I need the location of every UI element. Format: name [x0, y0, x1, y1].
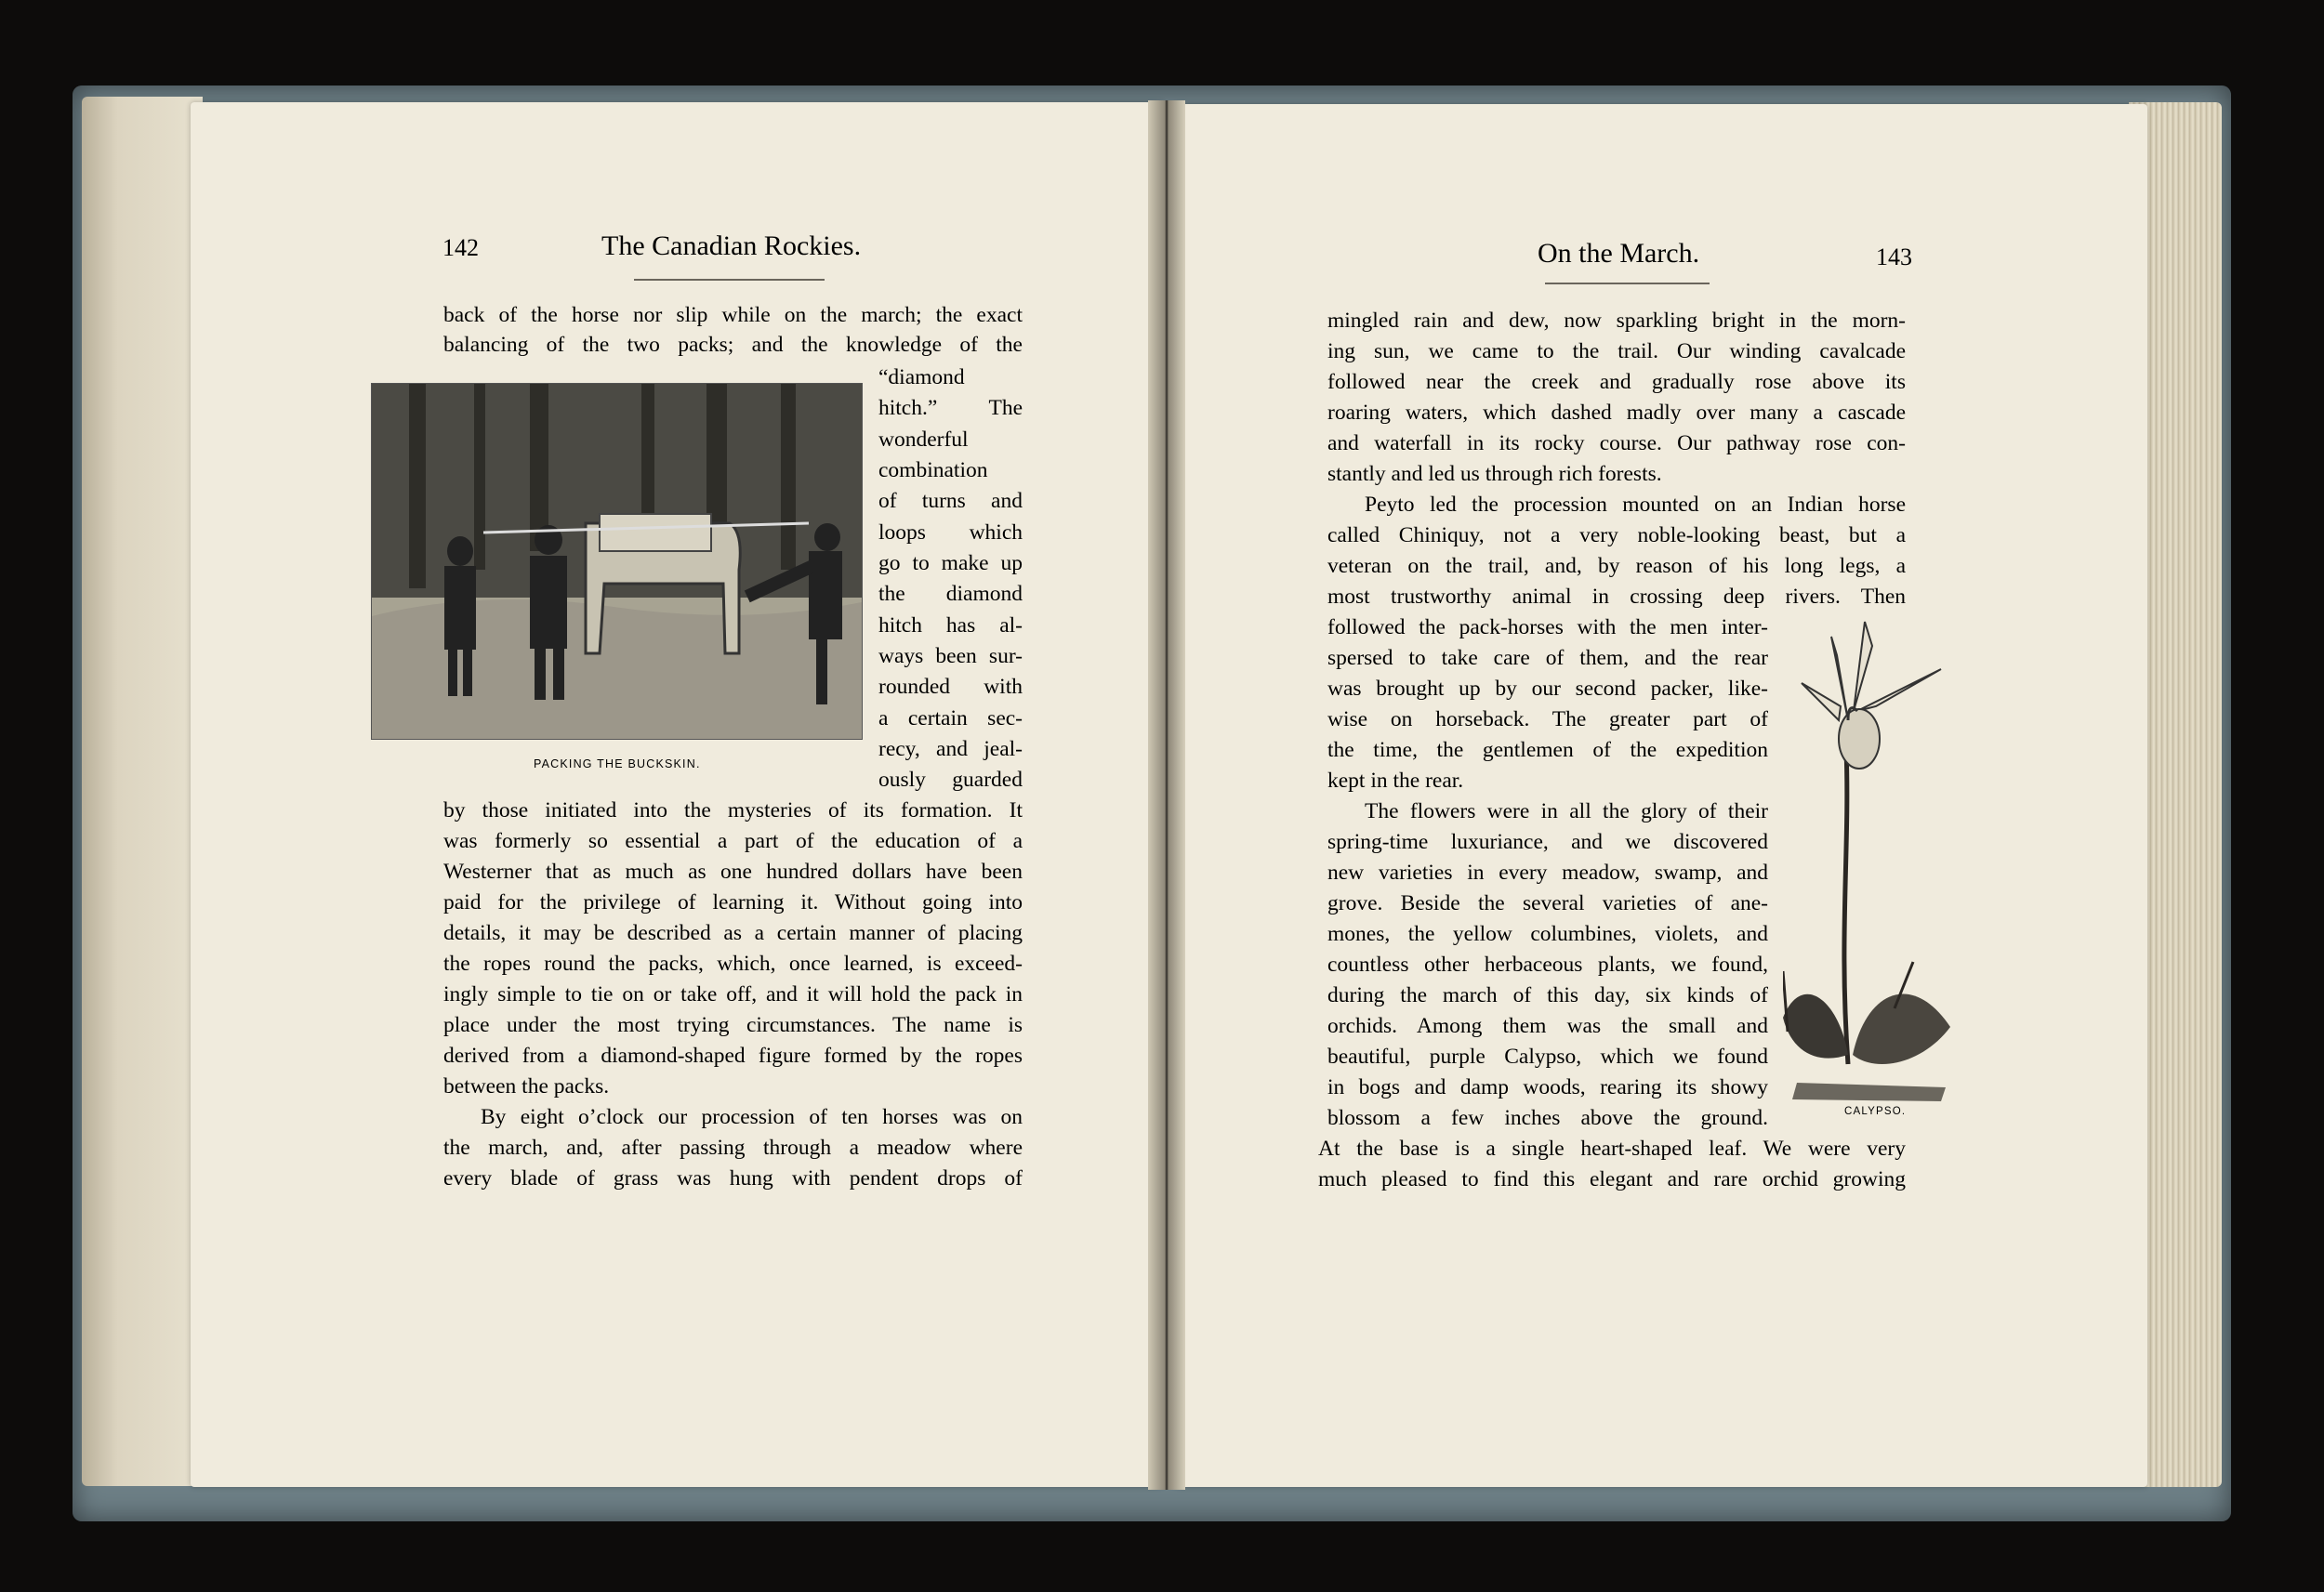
left-line-22: the ropes round the packs, which, once learned, is exceed-	[443, 952, 1023, 976]
right-line-12: spersed to take care of them, and the rear	[1327, 646, 1768, 670]
left-head-rule	[634, 279, 825, 281]
right-line-10: most trustworthy animal in crossing deep rivers. Then	[1327, 585, 1906, 609]
left-line-25: derived from a diamond-shaped figure formed by the ropes	[443, 1044, 1023, 1068]
left-line-12: ways been sur-	[878, 644, 1023, 668]
right-line-8: called Chiniquy, not a very noble-looking beast, but a	[1327, 523, 1906, 547]
right-line-29: much pleased to find this elegant and rare orchid growing	[1318, 1167, 1906, 1191]
calypso-flower-illustration	[1783, 618, 1950, 1101]
right-line-2: ing sun, we came to the trail. Our winding cavalcade	[1327, 339, 1906, 363]
right-figure-caption: CALYPSO.	[1844, 1106, 1907, 1117]
left-line-17: by those initiated into the mysteries of its formation. It	[443, 798, 1023, 822]
right-line-4: roaring waters, which dashed madly over many a cascade	[1327, 401, 1906, 425]
right-line-21: mones, the yellow columbines, violets, and	[1327, 922, 1768, 946]
left-line-16: ously guarded	[878, 768, 1023, 792]
left-line-1: back of the horse nor slip while on the march; the exact	[443, 303, 1023, 327]
left-figure-caption: PACKING THE BUCKSKIN.	[534, 757, 701, 770]
right-line-5: and waterfall in its rocky course. Our pathway rose con-	[1327, 431, 1906, 455]
left-line-3: “diamond	[878, 365, 965, 389]
right-line-24: orchids. Among them was the small and	[1327, 1014, 1768, 1038]
left-line-7: of turns and	[878, 489, 1023, 513]
left-running-head: The Canadian Rockies.	[601, 230, 862, 261]
left-page-number: 142	[442, 234, 479, 261]
left-line-26: between the packs.	[443, 1074, 610, 1099]
right-line-1: mingled rain and dew, now sparkling bright in the morn-	[1327, 309, 1906, 333]
left-line-9: go to make up	[878, 551, 1023, 575]
left-line-20: paid for the privilege of learning it. Without going into	[443, 890, 1023, 914]
left-line-14: a certain sec-	[878, 706, 1023, 730]
left-line-28: the march, and, after passing through a meadow where	[443, 1136, 1023, 1160]
left-line-24: place under the most trying circumstances. The name is	[443, 1013, 1023, 1037]
left-line-23: ingly simple to tie on or take off, and it will hold the pack in	[443, 982, 1023, 1007]
book-gutter	[1148, 100, 1185, 1490]
right-line-28: At the base is a single heart-shaped leaf. We were very	[1318, 1137, 1906, 1161]
left-line-19: Westerner that as much as one hundred dollars have been	[443, 860, 1023, 884]
right-line-17: The flowers were in all the glory of their	[1365, 799, 1768, 823]
right-line-18: spring-time luxuriance, and we discovered	[1327, 830, 1768, 854]
right-line-19: new varieties in every meadow, swamp, and	[1327, 861, 1768, 885]
left-line-2: balancing of the two packs; and the knowledge of the	[443, 333, 1023, 357]
right-line-25: beautiful, purple Calypso, which we found	[1327, 1045, 1768, 1069]
left-line-18: was formerly so essential a part of the education of a	[443, 829, 1023, 853]
left-line-6: combination	[878, 458, 988, 482]
left-line-4: hitch.” The	[878, 396, 1023, 420]
right-line-13: was brought up by our second packer, like-	[1327, 677, 1768, 701]
right-page-number: 143	[1876, 243, 1912, 270]
left-line-10: the diamond	[878, 582, 1023, 606]
calypso-svg	[1783, 618, 1950, 1101]
right-line-20: grove. Beside the several varieties of ane-	[1327, 891, 1768, 915]
right-line-14: wise on horseback. The greater part of	[1327, 707, 1768, 731]
left-line-8: loops which	[878, 520, 1023, 545]
page-block-left-edge	[82, 97, 203, 1486]
left-line-15: recy, and jeal-	[878, 737, 1023, 761]
left-line-27: By eight o’clock our procession of ten horses was on	[481, 1105, 1023, 1129]
left-line-21: details, it may be described as a certain manner of placing	[443, 921, 1023, 945]
left-line-11: hitch has al-	[878, 613, 1023, 638]
packing-buckskin-photo	[371, 383, 863, 740]
left-line-29: every blade of grass was hung with pendent drops of	[443, 1166, 1023, 1191]
right-line-15: the time, the gentlemen of the expedition	[1327, 738, 1768, 762]
right-head-rule	[1545, 283, 1710, 284]
right-line-26: in bogs and damp woods, rearing its showy	[1327, 1075, 1768, 1099]
right-line-22: countless other herbaceous plants, we found,	[1327, 953, 1768, 977]
right-line-6: stantly and led us through rich forests.	[1327, 462, 1662, 486]
right-line-3: followed near the creek and gradually rose above its	[1327, 370, 1906, 394]
right-line-7: Peyto led the procession mounted on an Indian horse	[1365, 493, 1906, 517]
left-line-5: wonderful	[878, 428, 969, 452]
left-line-13: rounded with	[878, 675, 1023, 699]
right-line-16: kept in the rear.	[1327, 769, 1464, 793]
right-running-head: On the March.	[1538, 238, 1700, 269]
right-line-23: during the march of this day, six kinds of	[1327, 983, 1768, 1007]
right-line-27: blossom a few inches above the ground.	[1327, 1106, 1768, 1130]
right-line-11: followed the pack-horses with the men inter-	[1327, 615, 1768, 639]
photo-illustration	[372, 384, 862, 739]
right-line-9: veteran on the trail, and, by reason of his long legs, a	[1327, 554, 1906, 578]
